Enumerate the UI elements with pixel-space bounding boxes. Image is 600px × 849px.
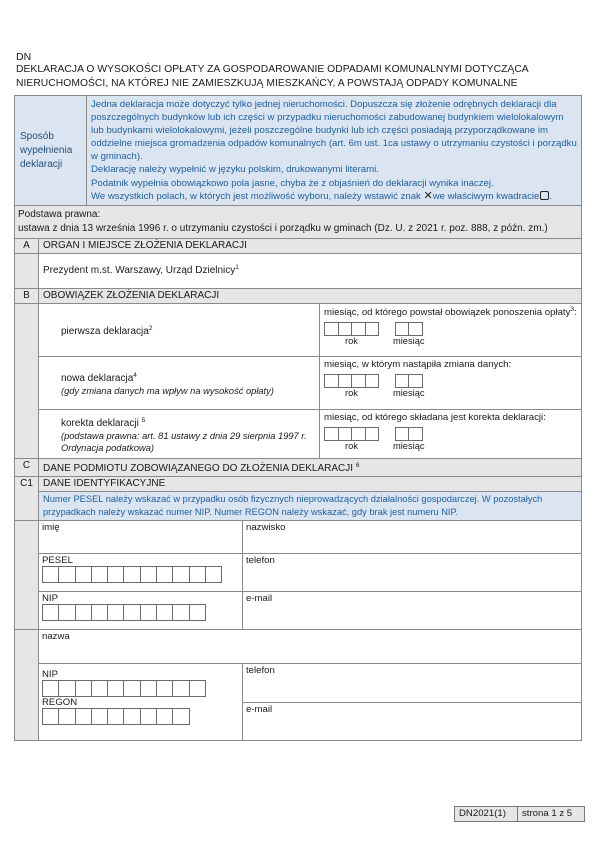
digit-box[interactable] bbox=[75, 680, 92, 697]
digit-box[interactable] bbox=[408, 322, 423, 336]
section-title: ORGAN I MIEJSCE ZŁOŻENIA DEKLARACJI bbox=[43, 240, 247, 251]
legal-basis-text: ustawa z dnia 13 września 1996 r. o utrzymaniu czystości i porządku w gminach (Dz. U. z 2021 r. poz. 888, z późn. zm.) bbox=[18, 223, 548, 234]
digit-box[interactable] bbox=[189, 566, 206, 583]
declaration-form bbox=[14, 95, 582, 741]
date-cell bbox=[320, 357, 581, 409]
option-note: (podstawa prawna: art. 81 ustawy z dnia 29 sierpnia 1997 r. Ordynacja podatkowa) bbox=[61, 430, 307, 453]
digit-box[interactable] bbox=[395, 374, 410, 388]
footnote-ref: 1 bbox=[235, 264, 239, 271]
date-input bbox=[324, 322, 577, 347]
entity-name-row bbox=[39, 630, 581, 664]
digit-box[interactable] bbox=[140, 680, 157, 697]
digit-box[interactable] bbox=[365, 322, 380, 336]
entity-grid bbox=[39, 630, 581, 740]
year-input bbox=[324, 374, 379, 399]
digit-box[interactable] bbox=[395, 427, 410, 441]
digit-box[interactable] bbox=[408, 427, 423, 441]
digit-box[interactable] bbox=[172, 566, 189, 583]
digit-box[interactable] bbox=[91, 604, 108, 621]
document-title: DEKLARACJA O WYSOKOŚCI OPŁATY ZA GOSPODAROWANIE ODPADAMI KOMUNALNYMI DOTYCZĄCA NIERUCHOMOŚCI, NA KTÓREJ NIE ZAMIESZKUJĄ MIESZKAŃCY, A POWSTAJĄ ODPADY KOMUNALNE bbox=[16, 64, 529, 89]
pesel-field bbox=[39, 554, 243, 591]
digit-box[interactable] bbox=[156, 708, 173, 725]
footnote-ref: 3 bbox=[570, 306, 575, 313]
digit-box[interactable] bbox=[156, 604, 173, 621]
option-label: nowa deklaracja bbox=[61, 372, 134, 384]
date-label: miesiąc, w którym nastąpiła zmiana danych: bbox=[324, 359, 512, 370]
instructions-label: Sposób wypełnienia deklaracji bbox=[15, 96, 87, 205]
instructions-row bbox=[15, 96, 581, 206]
regon-input bbox=[42, 708, 239, 725]
digit-box[interactable] bbox=[365, 374, 380, 388]
section-side-bar bbox=[15, 304, 39, 458]
organ-name: Prezydent m.st. Warszawy, Urząd Dzielnicy bbox=[43, 265, 236, 276]
digit-box[interactable] bbox=[324, 374, 339, 388]
punctuation: : bbox=[574, 307, 577, 318]
page-number: strona 1 z 5 bbox=[522, 808, 573, 819]
month-label: miesiąc bbox=[393, 441, 425, 451]
section-a-body bbox=[15, 254, 581, 289]
field-label: telefon bbox=[246, 665, 275, 676]
nip-row bbox=[39, 592, 581, 629]
section-letter: A bbox=[15, 239, 39, 253]
digit-box[interactable] bbox=[140, 566, 157, 583]
declaration-option-new bbox=[39, 357, 581, 410]
digit-box[interactable] bbox=[91, 680, 108, 697]
declaration-option-correction bbox=[39, 410, 581, 458]
digit-box[interactable] bbox=[172, 680, 189, 697]
name-row bbox=[39, 521, 581, 554]
digit-box[interactable] bbox=[351, 427, 366, 441]
field-label: nazwisko bbox=[246, 522, 286, 533]
digit-box[interactable] bbox=[365, 427, 380, 441]
digit-box[interactable] bbox=[42, 680, 59, 697]
footnote-ref: 5 bbox=[141, 416, 146, 424]
identification-note: Numer PESEL należy wskazać w przypadku osób fizycznych nieprowadzących działalności gospodarczej. W pozostałych przypadkach należy wskazać numer NIP. Numer REGON należy wskazać, gdy brak jest numeru NIP. bbox=[39, 492, 581, 520]
instruction-text: . bbox=[549, 190, 553, 202]
year-label: rok bbox=[345, 441, 358, 451]
digit-box[interactable] bbox=[395, 322, 410, 336]
email-field[interactable] bbox=[243, 592, 581, 629]
section-side-bar bbox=[15, 630, 39, 740]
page-footer bbox=[454, 806, 585, 822]
person-block bbox=[15, 521, 581, 630]
section-title-text: DANE PODMIOTU ZOBOWIĄZANEGO DO ZŁOŻENIA DEKLARACJI bbox=[43, 463, 356, 474]
section-b-body bbox=[15, 304, 581, 459]
section-letter: C bbox=[15, 459, 39, 476]
digit-box[interactable] bbox=[123, 680, 140, 697]
organ-field bbox=[39, 254, 581, 288]
entity-name-field[interactable] bbox=[39, 630, 581, 663]
entity-email-field[interactable] bbox=[243, 703, 581, 741]
month-input bbox=[393, 427, 425, 452]
digit-box[interactable] bbox=[408, 374, 423, 388]
field-label: telefon bbox=[246, 555, 275, 566]
month-label: miesiąc bbox=[393, 336, 425, 346]
digit-box[interactable] bbox=[140, 604, 157, 621]
digit-box[interactable] bbox=[189, 604, 206, 621]
instruction-text: we właściwym kwadracie bbox=[432, 190, 540, 202]
form-id: DN2021(1) bbox=[455, 807, 518, 821]
digit-box[interactable] bbox=[172, 604, 189, 621]
digit-box[interactable] bbox=[156, 566, 173, 583]
pesel-row bbox=[39, 554, 581, 592]
digit-box[interactable] bbox=[107, 680, 124, 697]
month-label: miesiąc bbox=[393, 388, 425, 398]
digit-box[interactable] bbox=[156, 680, 173, 697]
month-input bbox=[393, 374, 425, 399]
option-note: (gdy zmiana danych ma wpływ na wysokość opłaty) bbox=[61, 385, 274, 396]
nip-input bbox=[42, 604, 239, 621]
section-b-header bbox=[15, 289, 581, 304]
digit-box[interactable] bbox=[123, 566, 140, 583]
declaration-option-first bbox=[39, 304, 581, 357]
field-label: REGON bbox=[42, 697, 78, 708]
field-label: imię bbox=[42, 522, 60, 533]
digit-box[interactable] bbox=[172, 708, 189, 725]
field-label: NIP bbox=[42, 669, 58, 680]
digit-box[interactable] bbox=[58, 680, 75, 697]
instructions-text bbox=[87, 96, 581, 205]
month-input bbox=[393, 322, 425, 347]
digit-box[interactable] bbox=[107, 566, 124, 583]
digit-box[interactable] bbox=[338, 374, 353, 388]
x-mark-icon: ✕ bbox=[423, 189, 433, 202]
digit-box[interactable] bbox=[338, 427, 353, 441]
field-label: e-mail bbox=[246, 593, 273, 604]
digit-box[interactable] bbox=[42, 708, 59, 725]
entity-contact-cell bbox=[243, 664, 581, 740]
document-code: DN bbox=[16, 51, 32, 63]
section-letter: B bbox=[15, 289, 39, 303]
digit-box[interactable] bbox=[107, 604, 124, 621]
footnote-ref: 2 bbox=[148, 325, 153, 332]
section-title bbox=[39, 459, 581, 476]
instruction-line: Deklarację należy wypełnić w języku polskim, drukowanymi literami. bbox=[91, 164, 379, 176]
instruction-line: Jedna deklaracja może dotyczyć tylko jednej nieruchomości. Dopuszcza się złożenie odrębnych deklaracji dla poszczególnych budynków lub ich części w przypadku nieruchomości zabudowanej budynkiem wielolokalowym lub budynkami wielolokalowymi, jeżeli poszczególne budynki lub ich części posiadają przyporządkowane im oddzielne miejsca gromadzenia odpadów komunalnych (art. 6m ust. 1ca ustawy o utrzymaniu czystości i porządku w gminach). bbox=[91, 99, 577, 163]
entity-block bbox=[15, 630, 581, 740]
entity-nip-input bbox=[42, 680, 239, 697]
pesel-input bbox=[42, 566, 239, 583]
digit-box[interactable] bbox=[75, 708, 92, 725]
date-label: miesiąc, od którego powstał obowiązek ponoszenia opłaty bbox=[324, 307, 571, 318]
date-input bbox=[324, 374, 577, 399]
date-cell bbox=[320, 304, 581, 356]
digit-box[interactable] bbox=[58, 566, 75, 583]
date-cell bbox=[320, 410, 581, 458]
digit-box[interactable] bbox=[91, 566, 108, 583]
digit-box[interactable] bbox=[324, 427, 339, 441]
option-label-cell[interactable] bbox=[39, 357, 320, 409]
legal-basis-label: Podstawa prawna: bbox=[18, 209, 101, 220]
section-title: DANE IDENTYFIKACYJNE bbox=[39, 477, 581, 492]
digit-box[interactable] bbox=[189, 680, 206, 697]
option-label: pierwsza deklaracja bbox=[61, 326, 149, 337]
last-name-field[interactable] bbox=[243, 521, 581, 553]
first-name-field[interactable] bbox=[39, 521, 243, 553]
section-side-bar bbox=[15, 254, 39, 288]
digit-box[interactable] bbox=[42, 604, 59, 621]
digit-box[interactable] bbox=[42, 566, 59, 583]
digit-box[interactable] bbox=[351, 322, 366, 336]
year-label: rok bbox=[345, 388, 358, 398]
nip-field bbox=[39, 592, 243, 629]
digit-box[interactable] bbox=[58, 604, 75, 621]
declaration-type-grid bbox=[39, 304, 581, 458]
footnote-ref: 4 bbox=[133, 371, 137, 379]
instruction-line bbox=[91, 190, 577, 203]
instruction-line: Podatnik wypełnia obowiązkowo pola jasne, chyba że z objaśnień do deklaracji wynika inaczej. bbox=[91, 177, 494, 189]
phone-field[interactable] bbox=[243, 554, 581, 591]
year-input bbox=[324, 322, 379, 347]
digit-box[interactable] bbox=[58, 708, 75, 725]
legal-basis bbox=[15, 206, 551, 238]
digit-box[interactable] bbox=[75, 604, 92, 621]
digit-box[interactable] bbox=[107, 708, 124, 725]
section-c1-note-row bbox=[15, 492, 581, 521]
digit-box[interactable] bbox=[205, 566, 222, 583]
date-label: miesiąc, od którego składana jest korekta deklaracji: bbox=[324, 412, 546, 423]
digit-box[interactable] bbox=[75, 566, 92, 583]
section-side-bar bbox=[15, 492, 39, 520]
digit-box[interactable] bbox=[123, 708, 140, 725]
entity-ids-row bbox=[39, 664, 581, 740]
date-input bbox=[324, 427, 577, 452]
section-letter: C1 bbox=[15, 477, 39, 492]
option-label: korekta deklaracji bbox=[61, 417, 142, 429]
footnote-ref: 6 bbox=[355, 462, 360, 469]
digit-box[interactable] bbox=[91, 708, 108, 725]
field-label: NIP bbox=[42, 593, 58, 604]
section-title: OBOWIĄZEK ZŁOŻENIA DEKLARACJI bbox=[43, 290, 220, 301]
entity-phone-field[interactable] bbox=[243, 664, 581, 703]
entity-ids-cell bbox=[39, 664, 243, 740]
year-input bbox=[324, 427, 379, 452]
person-grid bbox=[39, 521, 581, 629]
year-label: rok bbox=[345, 336, 358, 346]
instruction-text: We wszystkich polach, w których jest możliwość wyboru, należy wstawić znak bbox=[91, 190, 421, 202]
digit-box[interactable] bbox=[324, 322, 339, 336]
section-side-bar bbox=[15, 521, 39, 629]
digit-box[interactable] bbox=[338, 322, 353, 336]
digit-box[interactable] bbox=[123, 604, 140, 621]
field-label: e-mail bbox=[246, 703, 273, 715]
digit-box[interactable] bbox=[351, 374, 366, 388]
field-label: nazwa bbox=[42, 631, 70, 642]
section-c1-header bbox=[15, 477, 581, 492]
section-c-header bbox=[15, 459, 581, 477]
digit-box[interactable] bbox=[140, 708, 157, 725]
legal-basis-row bbox=[15, 206, 581, 239]
section-a-header bbox=[15, 239, 581, 254]
option-label-cell[interactable] bbox=[39, 410, 320, 458]
field-label: PESEL bbox=[42, 555, 73, 566]
option-label-cell[interactable] bbox=[39, 304, 320, 356]
